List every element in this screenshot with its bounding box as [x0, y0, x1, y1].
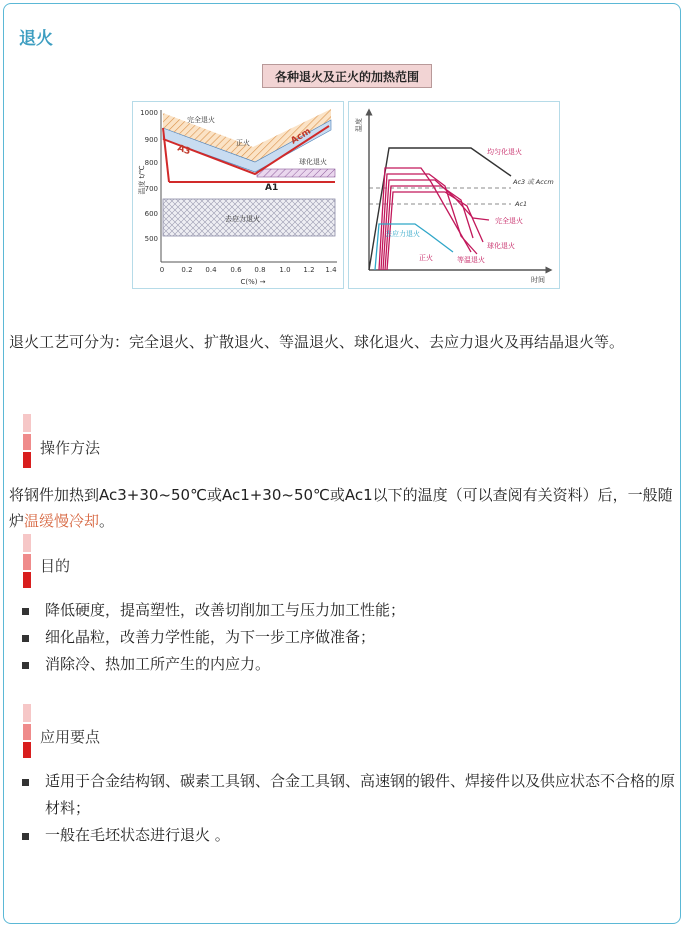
bullet-icon: [22, 833, 29, 840]
bullet-icon: [22, 662, 29, 669]
label-normalizing-right: 正火: [419, 254, 433, 262]
right-x-axis-label: 时间: [531, 276, 545, 284]
section-label: 应用要点: [40, 728, 101, 746]
heading-bar: [23, 452, 31, 468]
x-tick-label: 1.0: [279, 266, 291, 274]
label-isothermal-right: 等温退火: [457, 256, 485, 264]
x-tick-label: 0.8: [254, 266, 266, 274]
label-a3: A3: [175, 143, 192, 158]
method-text: 将钢件加热到Ac3+30~50℃或Ac1+30~50℃或Ac1以下的温度（可以查阅有关资料）后，一般随炉: [9, 486, 673, 530]
figure-title: 各种退火及正火的加热范围: [262, 64, 432, 88]
article-card: [3, 3, 681, 924]
y-axis-label: 温度 t/℃: [138, 165, 146, 195]
process-curve-diagram: [349, 102, 559, 288]
list-item: 适用于合金结构钢、碳素工具钢、合金工具钢、高速钢的锻件、焊接件以及供应状态不合格的原材料；: [20, 768, 680, 822]
label-homogenizing: 均匀化退火: [487, 148, 522, 156]
label-normalizing: 正火: [236, 139, 250, 147]
label-stress-relief-right: 去应力退火: [385, 230, 420, 238]
label-spheroidizing-right: 球化退火: [487, 242, 515, 250]
label-acm: Acm: [289, 126, 313, 147]
intro-paragraph: 退火工艺可分为：完全退火、扩散退火、等温退火、球化退火、去应力退火及再结晶退火等。: [9, 333, 625, 351]
bullet-icon: [22, 608, 29, 615]
y-tick-label: 700: [144, 185, 158, 193]
heading-bar: [23, 554, 31, 570]
y-tick-label: 600: [144, 210, 158, 218]
label-full-annealing-right: 完全退火: [495, 217, 523, 225]
process-curve-panel: [348, 101, 560, 289]
y-tick-label: 900: [144, 136, 158, 144]
purpose-list: [20, 597, 680, 678]
x-axis-label: C(%) →: [240, 278, 266, 286]
heading-bar: [23, 724, 31, 740]
x-tick-label: 1.4: [325, 266, 337, 274]
list-item: 细化晶粒，改善力学性能，为下一步工序做准备；: [20, 624, 680, 651]
y-tick-label: 500: [144, 235, 158, 243]
section-label: 操作方法: [40, 439, 101, 457]
heading-bar: [23, 704, 31, 722]
heading-bar: [23, 434, 31, 450]
x-tick-label: 1.2: [303, 266, 315, 274]
list-item: 消除冷、热加工所产生的内应力。: [20, 651, 680, 678]
heading-bar: [23, 534, 31, 552]
right-y-axis-label: 温度: [355, 118, 363, 132]
y-tick-label: 1000: [140, 109, 158, 117]
label-full-annealing: 完全退火: [187, 116, 215, 124]
method-highlight: 温缓慢冷却: [24, 512, 100, 530]
method-text-end: 。: [99, 512, 115, 530]
list-item: 降低硬度，提高塑性，改善切削加工与压力加工性能；: [20, 597, 680, 624]
heading-bar: [23, 742, 31, 758]
label-ac3-accm: Ac3 或 Accm: [513, 178, 554, 186]
bullet-icon: [22, 779, 29, 786]
bullet-icon: [22, 635, 29, 642]
label-stress-relief: 去应力退火: [225, 215, 260, 223]
label-a1: A1: [265, 183, 279, 193]
label-spheroidizing: 球化退火: [299, 158, 327, 166]
x-tick-label: 0.6: [230, 266, 242, 274]
list-item: 一般在毛坯状态进行退火 。: [20, 822, 680, 849]
heading-bar: [23, 572, 31, 588]
section-label: 目的: [40, 557, 71, 575]
heading-bar: [23, 414, 31, 432]
method-paragraph: [9, 482, 685, 534]
section-title: 退火: [19, 29, 53, 49]
x-tick-label: 0.4: [205, 266, 217, 274]
label-ac1: Ac1: [515, 200, 528, 208]
y-tick-label: 800: [144, 159, 158, 167]
phase-diagram-panel: [132, 101, 344, 289]
phase-diagram: [133, 102, 343, 288]
application-list: [20, 768, 680, 849]
x-tick-label: 0: [159, 266, 165, 274]
x-tick-label: 0.2: [181, 266, 193, 274]
